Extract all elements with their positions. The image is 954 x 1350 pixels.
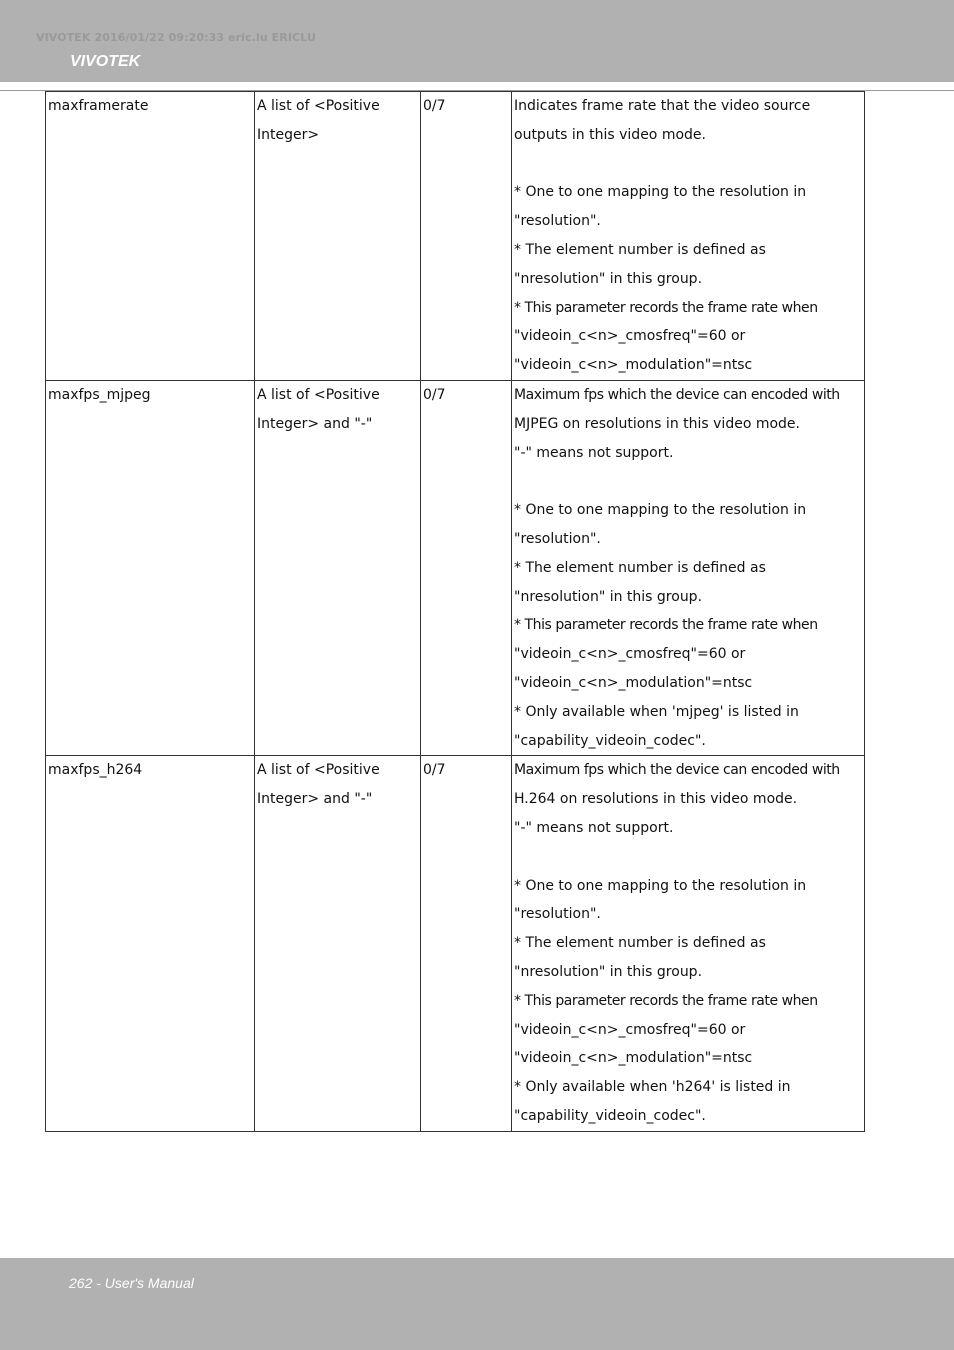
param-name: maxfps_mjpeg: [48, 386, 151, 403]
param-description-line: "resolution".: [514, 530, 601, 547]
param-name: maxfps_h264: [48, 762, 143, 779]
param-description-line: "videoin_c<n>_cmosfreq"=60 or: [514, 646, 746, 663]
param-description-line: H.264 on resolutions in this video mode.: [514, 791, 798, 808]
param-description-line: * The element number is defined as: [514, 559, 766, 576]
param-type-line: Integer>: [257, 126, 320, 143]
param-type-line: A list of <Positive: [257, 386, 380, 403]
param-description-line: "-" means not support.: [514, 444, 674, 461]
param-description-line: "videoin_c<n>_modulation"=ntsc: [514, 674, 753, 691]
param-description-line: [514, 843, 863, 872]
param-description-line: "nresolution" in this group.: [514, 588, 703, 605]
param-description-cell: [512, 92, 865, 381]
param-description-line: [514, 467, 863, 496]
param-description-line: "-" means not support.: [514, 819, 674, 836]
param-type-cell: [255, 380, 421, 755]
param-description-line: [514, 150, 863, 179]
param-name-cell: [46, 92, 255, 381]
param-description-line: "videoin_c<n>_modulation"=ntsc: [514, 1050, 753, 1067]
param-description-line: MJPEG on resolutions in this video mode.: [514, 415, 800, 432]
brand-logo-text: VIVOTEK: [70, 53, 141, 70]
param-description-line: outputs in this video mode.: [514, 126, 706, 143]
param-security-cell: [421, 92, 512, 381]
page-number-label: 262 - User's Manual: [69, 1275, 194, 1291]
param-security: 0/7: [423, 762, 446, 779]
param-security: 0/7: [423, 98, 446, 114]
param-description-line: Maximum fps which the device can encoded with: [514, 762, 840, 779]
param-description-line: "capability_videoin_codec".: [514, 732, 706, 749]
param-security-cell: [421, 380, 512, 755]
param-description-line: "nresolution" in this group.: [514, 270, 703, 287]
param-description-line: Maximum fps which the device can encoded with: [514, 386, 840, 403]
watermark-text: VIVOTEK 2016/01/22 09:20:33 eric.lu ERICLU: [36, 31, 316, 44]
table-row: [46, 92, 865, 381]
param-name-cell: [46, 380, 255, 755]
param-description-line: * The element number is defined as: [514, 935, 766, 952]
param-type-cell: [255, 92, 421, 381]
param-type-cell: [255, 756, 421, 1131]
parameter-table-body: [46, 92, 865, 1132]
param-description-line: "capability_videoin_codec".: [514, 1107, 706, 1124]
param-description-line: * One to one mapping to the resolution in: [514, 502, 807, 519]
param-description-cell: [512, 756, 865, 1131]
parameter-table: [45, 91, 865, 1132]
param-description-line: "nresolution" in this group.: [514, 963, 703, 980]
param-name-cell: [46, 756, 255, 1131]
param-description-cell: [512, 380, 865, 755]
param-type-line: Integer> and "-": [257, 791, 373, 808]
param-type-line: A list of <Positive: [257, 762, 380, 779]
table-row: [46, 380, 865, 755]
param-description-line: * This parameter records the frame rate when: [514, 299, 818, 316]
table-row: [46, 756, 865, 1131]
param-security-cell: [421, 756, 512, 1131]
page-footer: [0, 1258, 954, 1350]
param-description-line: * The element number is defined as: [514, 241, 766, 258]
param-description-line: * This parameter records the frame rate when: [514, 992, 818, 1009]
param-description-line: Indicates frame rate that the video source: [514, 98, 811, 114]
param-description-line: * One to one mapping to the resolution in: [514, 184, 807, 201]
param-type-line: A list of <Positive: [257, 98, 380, 114]
param-description-line: * This parameter records the frame rate when: [514, 617, 818, 634]
param-description-line: * One to one mapping to the resolution in: [514, 877, 807, 894]
param-description-line: "resolution".: [514, 213, 601, 230]
param-description-line: * Only available when 'mjpeg' is listed in: [514, 703, 799, 720]
param-description-line: "videoin_c<n>_modulation"=ntsc: [514, 357, 753, 374]
param-description-line: "resolution".: [514, 906, 601, 923]
param-security: 0/7: [423, 386, 446, 403]
param-description-line: "videoin_c<n>_cmosfreq"=60 or: [514, 328, 746, 345]
param-description-line: "videoin_c<n>_cmosfreq"=60 or: [514, 1021, 746, 1038]
page-header: [0, 0, 954, 82]
param-type-line: Integer> and "-": [257, 415, 373, 432]
param-name: maxframerate: [48, 98, 149, 114]
param-description-line: * Only available when 'h264' is listed in: [514, 1079, 791, 1096]
